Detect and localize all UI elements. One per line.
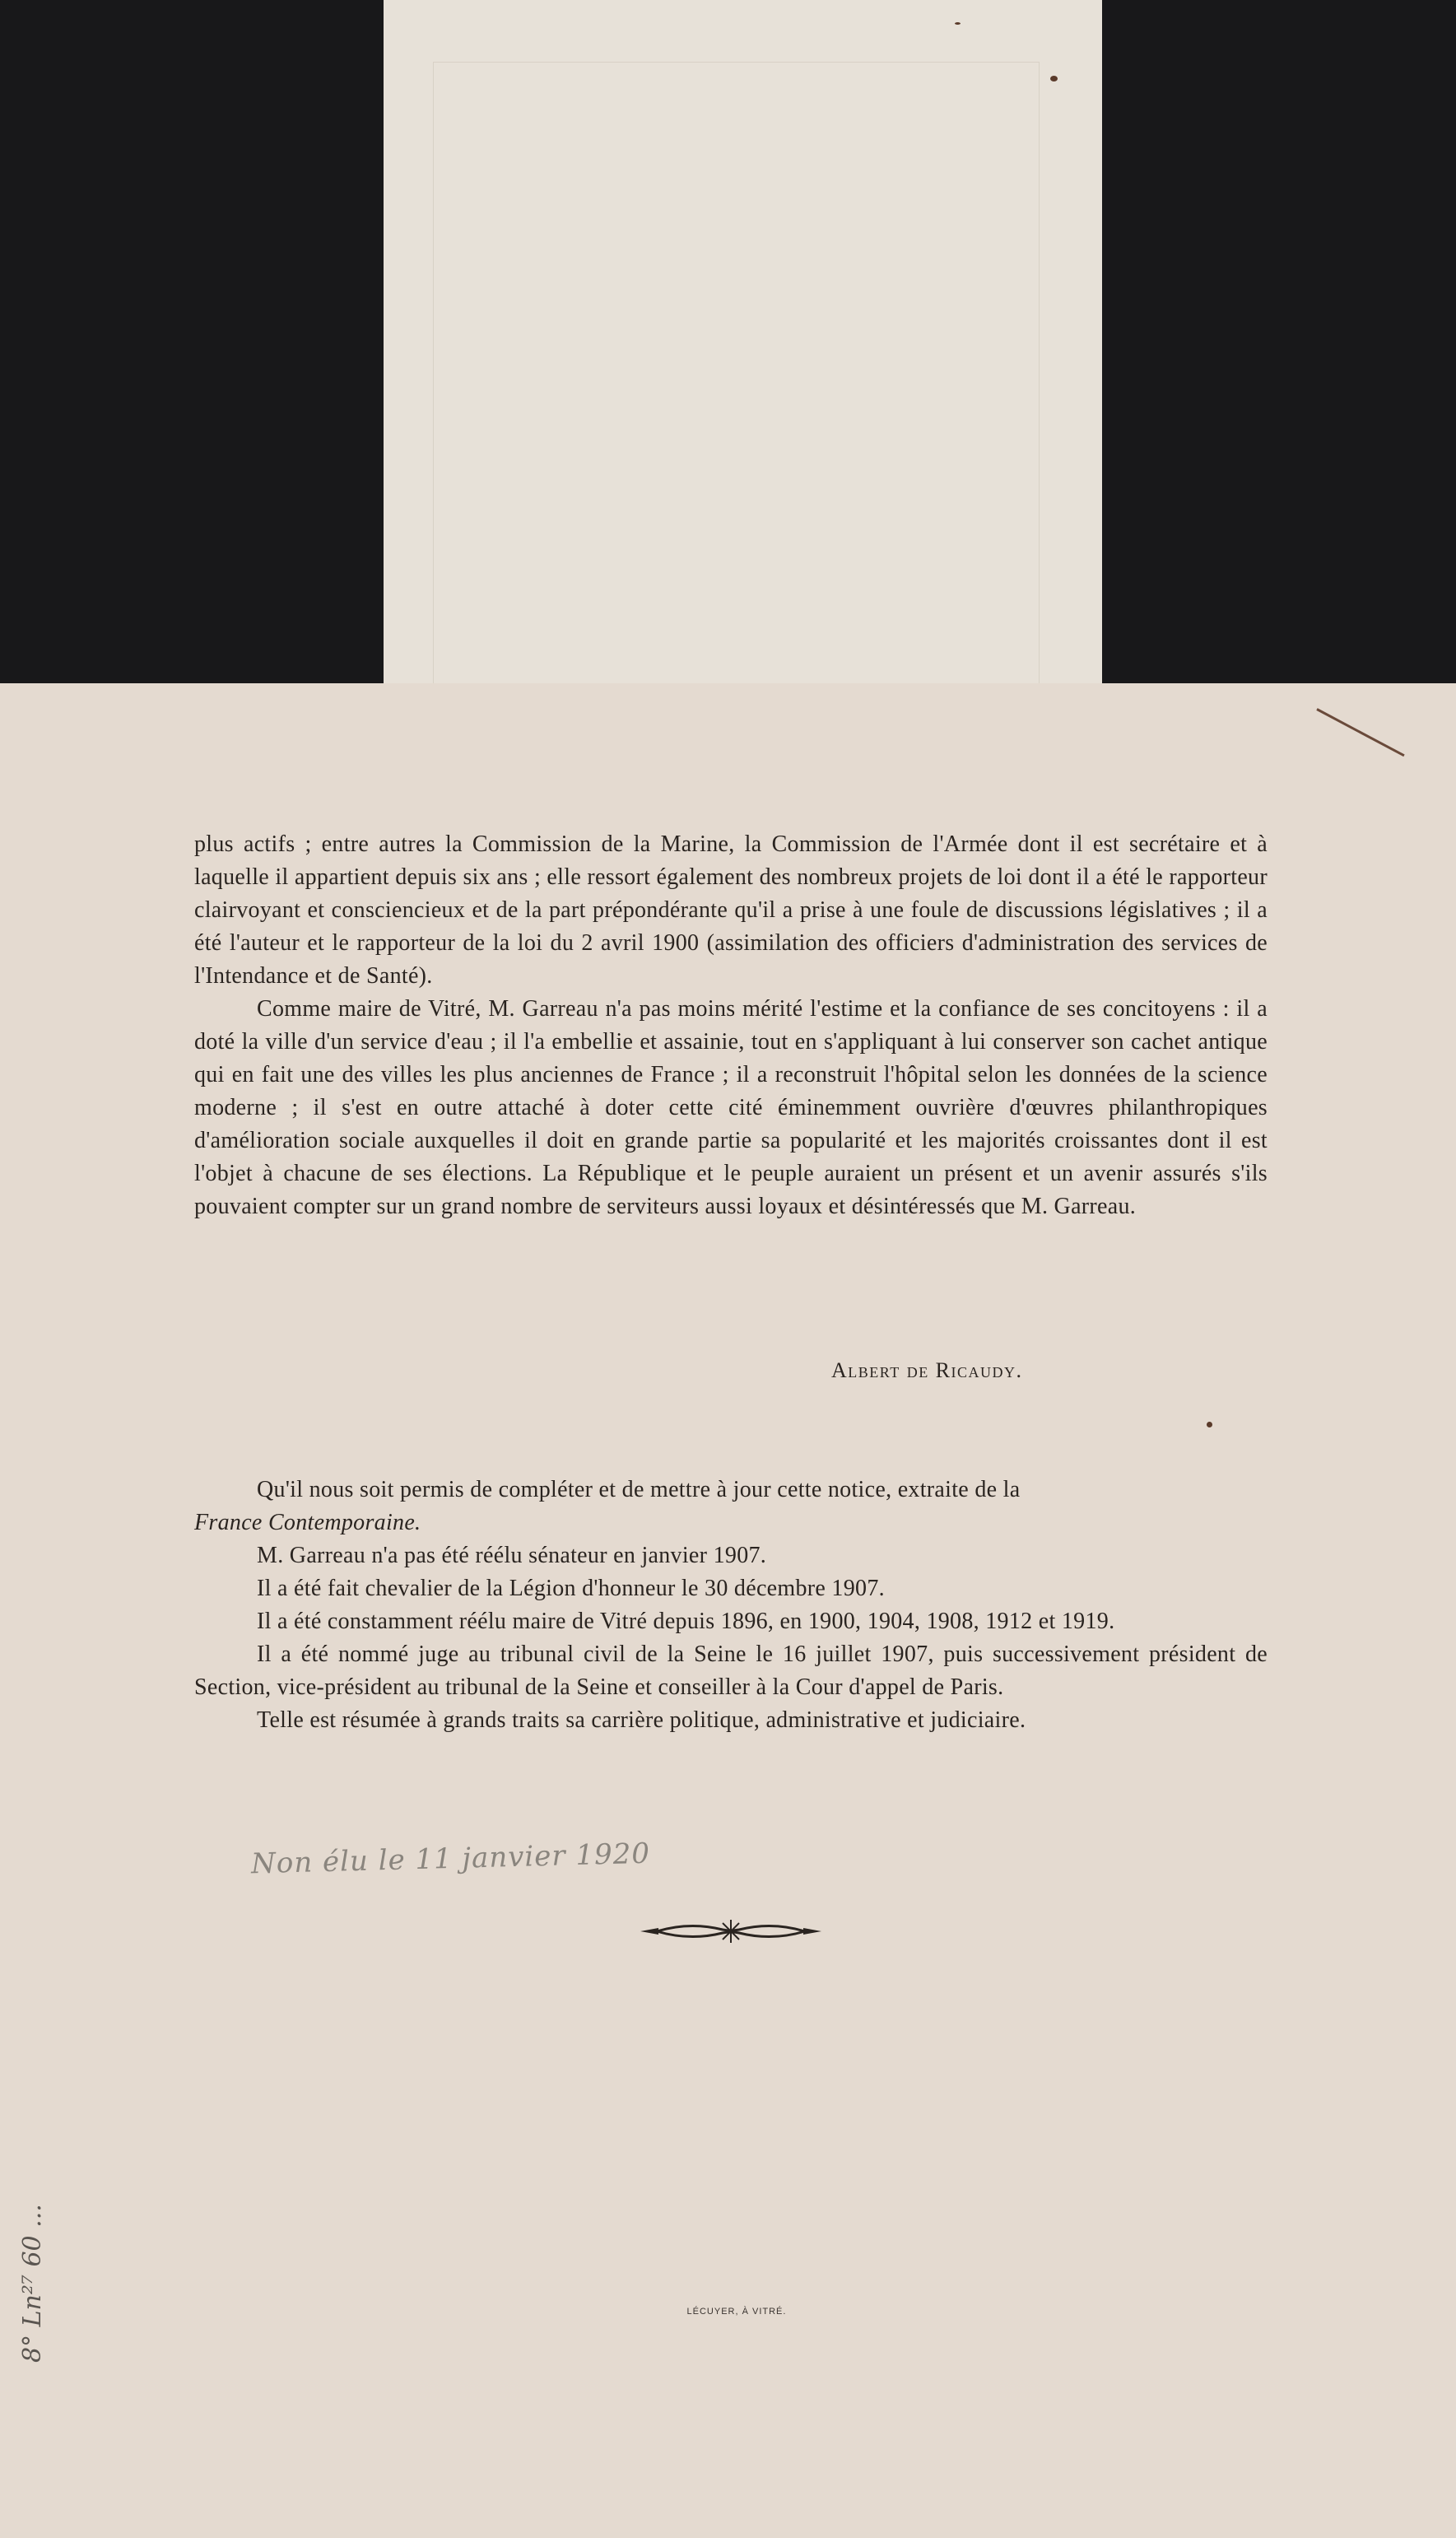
addendum-line-1: M. Garreau n'a pas été réélu sénateur en janvier 1907. [257, 1543, 767, 1568]
printer-imprint: LÉCUYER, À VITRÉ. [686, 2307, 787, 2317]
dark-background-left [0, 0, 384, 683]
top-blank-sheet [384, 0, 1102, 683]
addendum-line-2: Il a été fait chevalier de la Légion d'honneur le 30 décembre 1907. [257, 1576, 885, 1601]
addendum-text [194, 1474, 1268, 1737]
addendum-line-4: Il a été nommé juge au tribunal civil de la Seine le 16 juillet 1907, puis successivement président de Section, vice-président au tribunal de la Seine et conseiller à la Cour d'appel de Paris. [194, 1642, 1268, 1700]
library-shelfmark: 8° Ln²⁷ 60 ... [18, 2204, 47, 2363]
body-text-top [194, 828, 1268, 1223]
paper-speck [1207, 1422, 1212, 1427]
paper-speck [955, 22, 961, 25]
paragraph-1: plus actifs ; entre autres la Commission de la Marine, la Commission de l'Armée dont il est secrétaire et à laquelle il appartient depuis six ans ; elle ressort également des nombreux projets de loi dont il a été le rapporteur clairvoyant et consciencieux et de la part prépondérante qu'il a prise à une foule de discussions législatives ; il a été l'auteur et le rapporteur de la loi du 2 avril 1900 (assimilation des officiers d'administration des services de l'Intendance et de Santé). [194, 831, 1268, 989]
addendum-source: France Contemporaine. [194, 1510, 421, 1535]
addendum-intro-text: Qu'il nous soit permis de compléter et de mettre à jour cette notice, extraite de la [257, 1477, 1021, 1502]
addendum-intro [194, 1474, 1268, 1539]
ornament-divider [640, 1916, 821, 1946]
dark-background-right [1102, 0, 1456, 683]
paragraph-2: Comme maire de Vitré, M. Garreau n'a pas moins mérité l'estime et la confiance de ses concitoyens : il a doté la ville d'un service d'eau ; il l'a embellie et assainie, tout en s'appliquant à lui conserver son cachet antique qui en fait une des villes les plus anciennes de France ; il a reconstruit l'hôpital selon les données de la science moderne ; il s'est en outre attaché à doter cette cité éminemment ouvrière d'œuvres philanthropiques d'amélioration sociale auxquelles il doit en grande partie sa popularité et les majorités croissantes dont il est l'objet à chacune de ses élections. La République et le peuple auraient un présent et un avenir assurés s'ils pouvaient compter sur un grand nombre de serviteurs aussi loyaux et désintéressés que M. Garreau. [194, 996, 1268, 1219]
addendum-line-5: Telle est résumée à grands traits sa carrière politique, administrative et judiciaire. [257, 1707, 1026, 1733]
plate-mark [433, 62, 1040, 688]
author-signature: Albert de Ricaudy. [831, 1358, 1023, 1382]
handwritten-note: Non élu le 11 janvier 1920 [250, 1837, 651, 1881]
addendum-line-3: Il a été constamment réélu maire de Vitré depuis 1896, en 1900, 1904, 1908, 1912 et 1919. [257, 1609, 1115, 1634]
paper-speck [1050, 76, 1058, 81]
